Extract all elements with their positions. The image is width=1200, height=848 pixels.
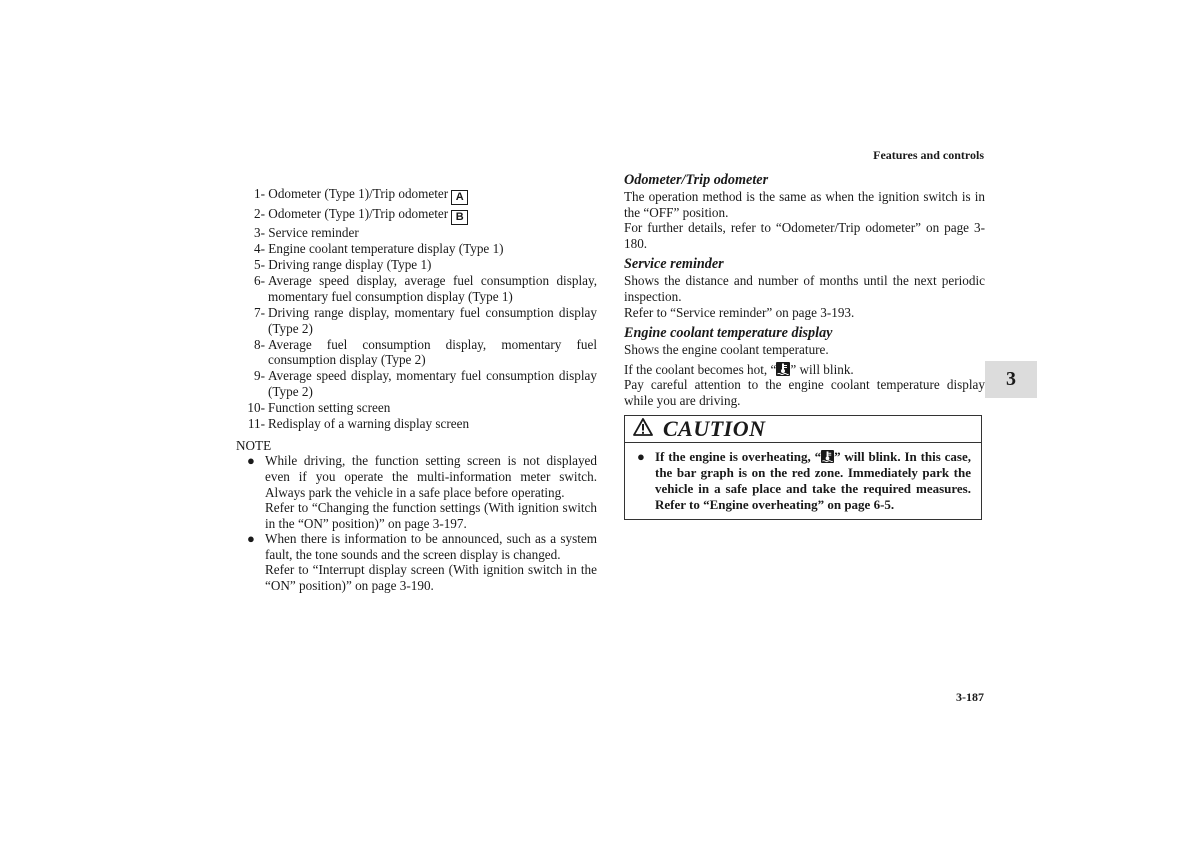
bullet-icon: ● <box>247 453 255 469</box>
coolant-temperature-icon <box>776 362 790 376</box>
paragraph: Shows the engine coolant temperature. <box>624 342 829 358</box>
paragraph: If the coolant becomes hot, “ ” will blink. <box>624 361 854 377</box>
coolant-temperature-icon <box>821 450 834 463</box>
left-column <box>236 186 597 594</box>
item-number: 10- <box>247 400 265 416</box>
item-text: Average speed display, momentary fuel consumption display (Type 2) <box>268 368 597 399</box>
caution-body <box>625 443 981 519</box>
chapter-tab: 3 <box>985 361 1037 398</box>
item-text: Redisplay of a warning display screen <box>268 416 470 432</box>
item-number: 2- <box>254 205 265 221</box>
list-item <box>236 241 597 257</box>
item-text: Odometer (Type 1)/Trip odometer A <box>265 186 597 205</box>
list-item <box>236 305 597 336</box>
item-number: 11- <box>247 416 265 432</box>
note-text: While driving, the function setting screen is not displayed even if you operate the multi-information meter switch. Always park the vehicle in a safe place before operating. Refer to “Changing the function settings (With ignition switch in the “ON” position)” on page 3-197. <box>265 453 597 531</box>
paragraph: For further details, refer to “Odometer/Trip odometer” on page 3-180. <box>624 220 985 251</box>
list-item <box>236 368 597 399</box>
item-text: Odometer (Type 1)/Trip odometer B <box>265 206 597 225</box>
item-number: 5- <box>254 257 265 273</box>
paragraph: Shows the distance and number of months until the next periodic inspection. <box>624 273 985 304</box>
caution-title: CAUTION <box>663 415 766 441</box>
note-item <box>236 531 597 593</box>
list-item <box>236 225 597 241</box>
item-text: Average fuel consumption display, momentary fuel consumption display (Type 2) <box>268 336 597 368</box>
list-item <box>236 416 597 432</box>
item-number: 4- <box>254 241 265 257</box>
item-text: Service reminder <box>268 225 359 240</box>
paragraph: Pay careful attention to the engine coolant temperature display while you are driving. <box>624 377 985 408</box>
item-text: Average speed display, average fuel consumption display, momentary fuel consumption display (Type 1) <box>268 273 597 304</box>
item-number: 6- <box>254 273 265 289</box>
paragraph: Refer to “Service reminder” on page 3-193. <box>624 304 855 320</box>
key-a-icon: A <box>451 190 468 205</box>
item-number: 9- <box>254 368 265 384</box>
caution-box <box>624 415 982 520</box>
list-item <box>236 186 597 205</box>
legend-list <box>236 186 597 432</box>
paragraph: The operation method is the same as when the ignition switch is in the “OFF” position. <box>624 189 985 220</box>
item-number: 8- <box>254 336 265 352</box>
list-item <box>236 206 597 225</box>
key-b-icon: B <box>451 210 468 225</box>
note-item <box>236 453 597 531</box>
running-header: Features and controls <box>873 148 984 162</box>
item-number: 3- <box>254 225 265 240</box>
bullet-icon: ● <box>637 448 645 464</box>
section-title-coolant: Engine coolant temperature display <box>624 325 833 342</box>
section-title-odometer: Odometer/Trip odometer <box>624 172 769 188</box>
list-item <box>236 337 597 368</box>
item-number: 1- <box>254 186 265 201</box>
section-title-service: Service reminder <box>624 256 724 273</box>
list-item <box>236 400 597 416</box>
caution-text: If the engine is overheating, “ ” will blink. In this case, the bar graph is on the red zone. Immediately park the vehicle in a safe place and take the required measures. Refer to “Engine overheating” on page 6-5. <box>655 448 971 512</box>
page-number: 3-187 <box>956 690 984 704</box>
list-item <box>236 257 597 273</box>
bullet-icon: ● <box>247 531 255 547</box>
note-text: When there is information to be announced, such as a system fault, the tone sounds and the screen display is changed. Refer to “Interrupt display screen (With ignition switch in the “ON” position)” on page 3-190. <box>265 531 597 594</box>
item-text: Engine coolant temperature display (Type 1) <box>268 241 504 257</box>
right-column <box>624 172 985 520</box>
warning-triangle-icon <box>633 418 653 440</box>
caution-header <box>625 416 981 443</box>
item-text: Driving range display (Type 1) <box>268 257 432 273</box>
list-item <box>236 273 597 304</box>
item-text: Function setting screen <box>268 400 391 416</box>
item-text: Driving range display, momentary fuel consumption display (Type 2) <box>268 304 597 336</box>
note-label: NOTE <box>236 437 272 453</box>
item-number: 7- <box>254 304 265 320</box>
